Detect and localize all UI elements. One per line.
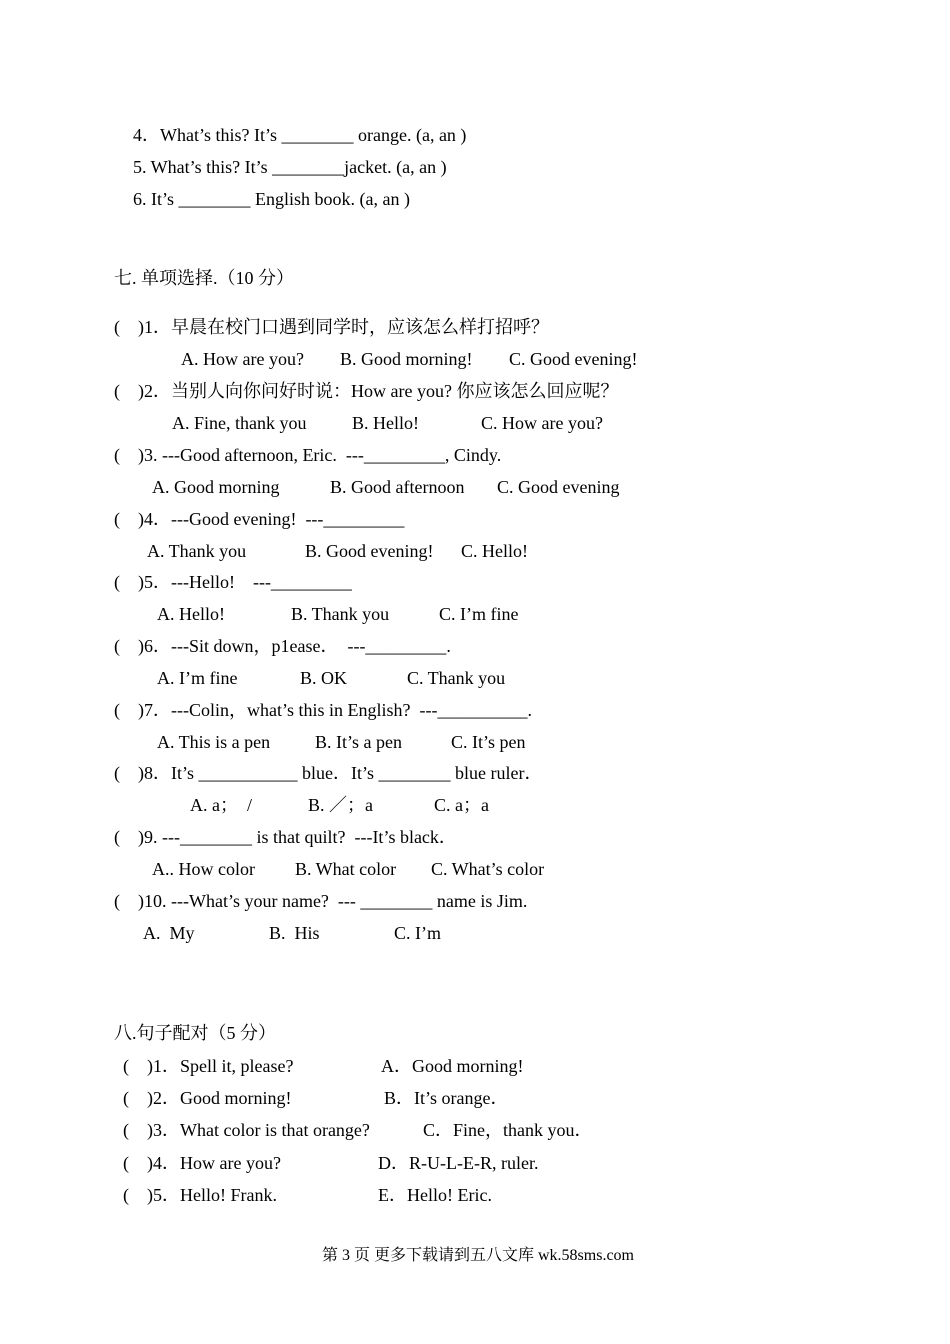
match-right-b: B．It’s orange． [384,1088,509,1108]
q5-option-c: C. I’m fine [439,604,519,624]
q6-option-c: C. Thank you [407,668,506,688]
question-8: ( )8．It’s ___________ blue．It’s ________ blue ruler． [114,763,543,783]
q3-option-c: C. Good evening [497,477,620,497]
q1-option-c: C. Good evening! [509,349,638,369]
fill-item-4: 4．What’s this? It’s ________ orange. (a, an ) [133,125,467,145]
section8-title: 八.句子配对（5 分） [114,1023,276,1043]
q5-option-b: B. Thank you [291,604,390,624]
question-9: ( )9. ---________ is that quilt? ---It’s black． [114,827,457,847]
q3-option-a: A. Good morning [152,477,280,497]
question-7: ( )7．---Colin，what’s this in English? ---__________. [114,700,532,720]
match-left-5: ( )5．Hello! Frank. [123,1185,277,1205]
q2-option-b: B. Hello! [352,413,419,433]
page-footer: 第 3 页 更多下载请到五八文库 wk.58sms.com [322,1247,635,1264]
question-4: ( )4．---Good evening! ---_________ [114,509,405,529]
q6-option-b: B. OK [300,668,348,688]
q2-option-a: A. Fine, thank you [172,413,307,433]
match-left-4: ( )4．How are you? [123,1153,281,1173]
match-right-c: C．Fine，thank you． [423,1120,593,1140]
fill-item-6: 6. It’s ________ English book. (a, an ) [133,189,410,209]
q8-option-a: A. a； / [190,795,252,815]
q8-option-c: C. a；a [434,795,489,815]
q5-option-a: A. Hello! [157,604,225,624]
q10-option-c: C. I’m [394,923,441,943]
section7-title: 七. 单项选择.（10 分） [114,268,294,288]
q7-option-b: B. It’s a pen [315,732,402,752]
match-right-d: D．R-U-L-E-R, ruler. [378,1153,539,1173]
q1-option-a: A. How are you? [181,349,304,369]
q2-option-c: C. How are you? [481,413,603,433]
q9-option-c: C. What’s color [431,859,545,879]
q7-option-c: C. It’s pen [451,732,526,752]
match-left-1: ( )1．Spell it, please? [123,1056,294,1076]
q9-option-b: B. What color [295,859,397,879]
q1-option-b: B. Good morning! [340,349,473,369]
q10-option-a: A. My [143,923,195,943]
match-right-e: E．Hello! Eric. [378,1185,492,1205]
q3-option-b: B. Good afternoon [330,477,465,497]
q4-option-b: B. Good evening! [305,541,434,561]
q4-option-a: A. Thank you [147,541,247,561]
q6-option-a: A. I’m fine [157,668,238,688]
q10-option-b: B. His [269,923,320,943]
q9-option-a: A.. How color [152,859,255,879]
q4-option-c: C. Hello! [461,541,528,561]
q7-option-a: A. This is a pen [157,732,271,752]
question-2: ( )2．当别人向你问好时说：How are you? 你应该怎么回应呢？ [114,381,619,401]
match-right-a: A．Good morning! [381,1056,524,1076]
match-left-2: ( )2．Good morning! [123,1088,292,1108]
match-left-3: ( )3．What color is that orange? [123,1120,370,1140]
fill-item-5: 5. What’s this? It’s ________jacket. (a, an ) [133,157,447,177]
question-10: ( )10. ---What’s your name? --- ________ name is Jim. [114,891,528,911]
q8-option-b: B. ／；a [308,795,373,815]
question-5: ( )5．---Hello! ---_________ [114,572,352,592]
question-3: ( )3. ---Good afternoon, Eric. ---_________, Cindy. [114,445,502,465]
question-1: ( )1．早晨在校门口遇到同学时，应该怎么样打招呼？ [114,317,549,337]
question-6: ( )6．---Sit down，p1ease． ---_________. [114,636,451,656]
